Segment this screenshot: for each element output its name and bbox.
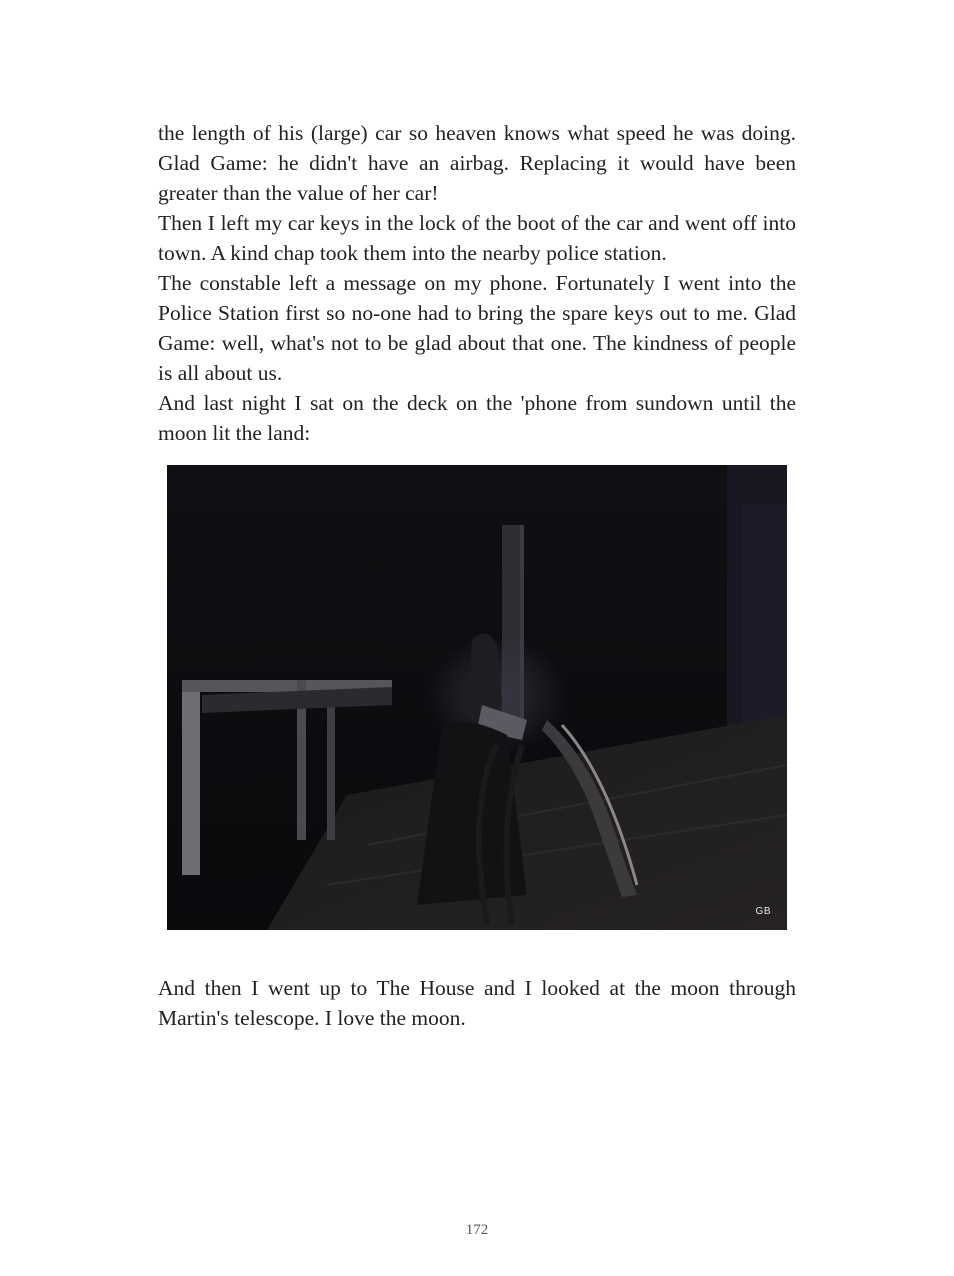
paragraph-telescope: And then I went up to The House and I looked at the moon through Martin's telescope. I love the moon. [158,976,796,1030]
paragraph-constable: The constable left a message on my phone. Fortunately I went into the Police Station first so no-one had to bring the spare keys out to me. Glad Game: well, what's not to be glad about that one. The kindness of people is all about us. [158,271,796,385]
paragraph-last-night: And last night I sat on the deck on the 'phone from sundown until the moon lit the land: [158,391,796,445]
paragraph-car-keys: Then I left my car keys in the lock of the boot of the car and went off into town. A kind chap took them into the nearby police station. [158,211,796,265]
page-body [158,118,796,448]
page-number: 172 [465,1222,489,1238]
closing-text [158,973,796,1033]
night-deck-photo-image [167,465,787,930]
night-deck-photo [167,465,787,930]
photo-credit: GB [755,906,771,917]
paragraph-car-speed: the length of his (large) car so heaven knows what speed he was doing. Glad Game: he didn't have an airbag. Replacing it would have been greater than the value of her car! [158,121,796,205]
